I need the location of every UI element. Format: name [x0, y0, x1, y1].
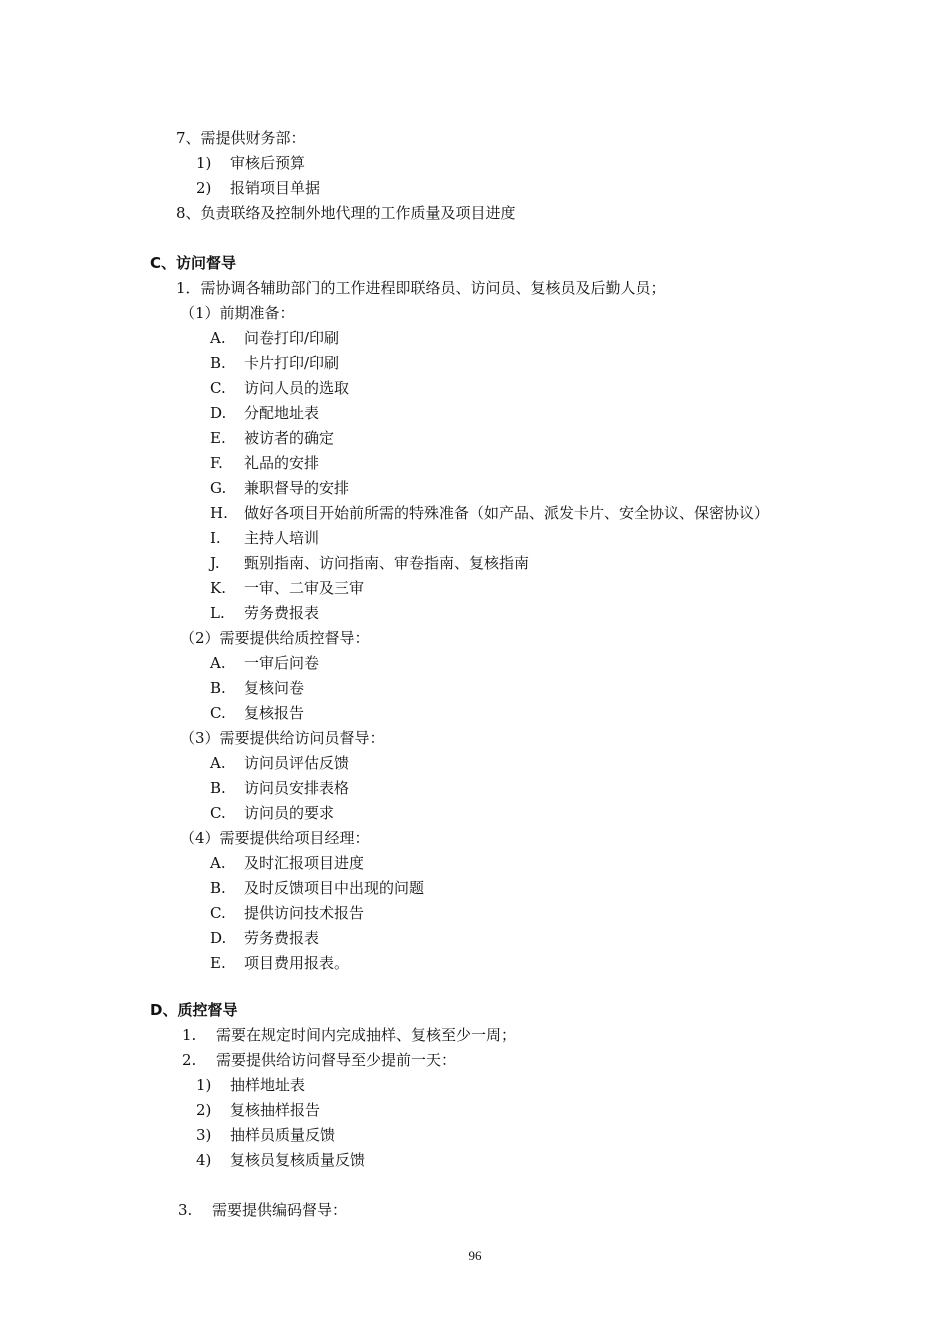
list-text: 需要提供给访问督导至少提前一天： — [216, 1051, 457, 1069]
list-item — [210, 503, 769, 523]
list-text: 及时反馈项目中出现的问题 — [244, 879, 425, 897]
list-item — [210, 553, 529, 573]
list-item — [210, 853, 364, 873]
list-item — [210, 653, 319, 673]
list-number: 2. — [182, 1051, 197, 1069]
group-1-label: （1）前期准备： — [180, 304, 295, 322]
list-number: 1) — [196, 1076, 212, 1094]
section-c-heading: C、访问督导 — [150, 254, 237, 272]
list-number: 1. — [182, 1026, 197, 1044]
list-number: 3. — [178, 1201, 193, 1219]
list-text: 访问员的要求 — [244, 804, 335, 822]
list-letter: B. — [210, 354, 226, 372]
list-letter: D. — [210, 929, 227, 947]
list-text: 抽样地址表 — [230, 1076, 306, 1094]
section-d-heading: D、质控督导 — [150, 1001, 238, 1019]
list-letter: B. — [210, 779, 226, 797]
list-item — [210, 953, 349, 973]
list-item — [196, 178, 320, 198]
list-item — [196, 1125, 335, 1145]
list-letter: B. — [210, 679, 226, 697]
list-number: 1) — [196, 154, 212, 172]
list-letter: G. — [210, 479, 227, 497]
section-c-item-1: 1．需协调各辅助部门的工作进程即联络员、访问员、复核员及后勤人员； — [176, 279, 666, 297]
list-text: 做好各项目开始前所需的特殊准备（如产品、派发卡片、安全协议、保密协议） — [244, 504, 770, 522]
list-item — [210, 478, 349, 498]
list-text: 访问员评估反馈 — [244, 754, 350, 772]
list-item — [210, 353, 339, 373]
list-letter: A. — [210, 654, 226, 672]
list-item — [210, 428, 334, 448]
list-number: 4) — [196, 1151, 212, 1169]
list-text: 卡片打印/印刷 — [244, 354, 340, 372]
list-item — [210, 678, 304, 698]
list-letter: A. — [210, 854, 226, 872]
list-letter: C. — [210, 804, 226, 822]
group-3-label: （3）需要提供给访问员督导： — [180, 729, 385, 747]
list-text: 访问人员的选取 — [244, 379, 350, 397]
list-letter: C. — [210, 904, 226, 922]
list-item — [196, 1100, 320, 1120]
list-text: 一审后问卷 — [244, 654, 320, 672]
item-7-label: 7、需提供财务部： — [176, 129, 306, 147]
list-text: 复核问卷 — [244, 679, 305, 697]
list-item — [210, 378, 349, 398]
list-item — [210, 803, 334, 823]
list-item — [210, 703, 304, 723]
page-number: 96 — [468, 1248, 482, 1263]
list-item — [196, 153, 305, 173]
list-text: 劳务费报表 — [244, 929, 320, 947]
list-item — [210, 903, 364, 923]
list-item — [210, 578, 364, 598]
list-text: 审核后预算 — [230, 154, 306, 172]
list-item — [182, 1050, 456, 1070]
list-text: 复核员复核质量反馈 — [230, 1151, 366, 1169]
list-letter: C. — [210, 704, 226, 722]
list-item — [210, 328, 339, 348]
list-item — [210, 528, 319, 548]
group-2-label: （2）需要提供给质控督导： — [180, 629, 370, 647]
list-number: 2) — [196, 1101, 212, 1119]
list-letter: E. — [210, 429, 226, 447]
list-text: 访问员安排表格 — [244, 779, 350, 797]
list-text: 需要在规定时间内完成抽样、复核至少一周； — [216, 1026, 517, 1044]
list-text: 抽样员质量反馈 — [230, 1126, 336, 1144]
list-item — [178, 1200, 347, 1220]
list-text: 甄别指南、访问指南、审卷指南、复核指南 — [244, 554, 530, 572]
list-letter: D. — [210, 404, 227, 422]
list-text: 复核报告 — [244, 704, 305, 722]
list-text: 报销项目单据 — [230, 179, 321, 197]
list-text: 一审、二审及三审 — [244, 579, 365, 597]
list-letter: A. — [210, 329, 226, 347]
list-letter: F. — [210, 454, 223, 472]
list-item — [196, 1150, 365, 1170]
list-item — [182, 1025, 516, 1045]
list-text: 项目费用报表。 — [244, 954, 350, 972]
list-text: 提供访问技术报告 — [244, 904, 365, 922]
list-text: 被访者的确定 — [244, 429, 335, 447]
list-item — [196, 1075, 305, 1095]
list-item — [210, 603, 319, 623]
list-item — [210, 878, 424, 898]
list-text: 分配地址表 — [244, 404, 320, 422]
list-text: 兼职督导的安排 — [244, 479, 350, 497]
group-4-label: （4）需要提供给项目经理： — [180, 829, 370, 847]
list-text: 及时汇报项目进度 — [244, 854, 365, 872]
list-item — [210, 778, 349, 798]
list-item — [210, 403, 319, 423]
list-letter: C. — [210, 379, 226, 397]
list-item — [210, 753, 349, 773]
list-item — [210, 928, 319, 948]
list-number: 3) — [196, 1126, 212, 1144]
item-8-label: 8、负责联络及控制外地代理的工作质量及项目进度 — [176, 204, 516, 222]
list-letter: K. — [210, 579, 226, 597]
list-letter: A. — [210, 754, 226, 772]
list-item — [210, 453, 319, 473]
list-letter: H. — [210, 504, 228, 522]
list-letter: B. — [210, 879, 226, 897]
list-letter: J. — [210, 554, 220, 572]
list-text: 问卷打印/印刷 — [244, 329, 340, 347]
list-letter: I. — [210, 529, 221, 547]
list-text: 需要提供编码督导： — [212, 1201, 348, 1219]
list-text: 劳务费报表 — [244, 604, 320, 622]
list-text: 主持人培训 — [244, 529, 320, 547]
list-letter: E. — [210, 954, 226, 972]
list-text: 复核抽样报告 — [230, 1101, 321, 1119]
list-letter: L. — [210, 604, 225, 622]
list-number: 2) — [196, 179, 212, 197]
list-text: 礼品的安排 — [244, 454, 320, 472]
